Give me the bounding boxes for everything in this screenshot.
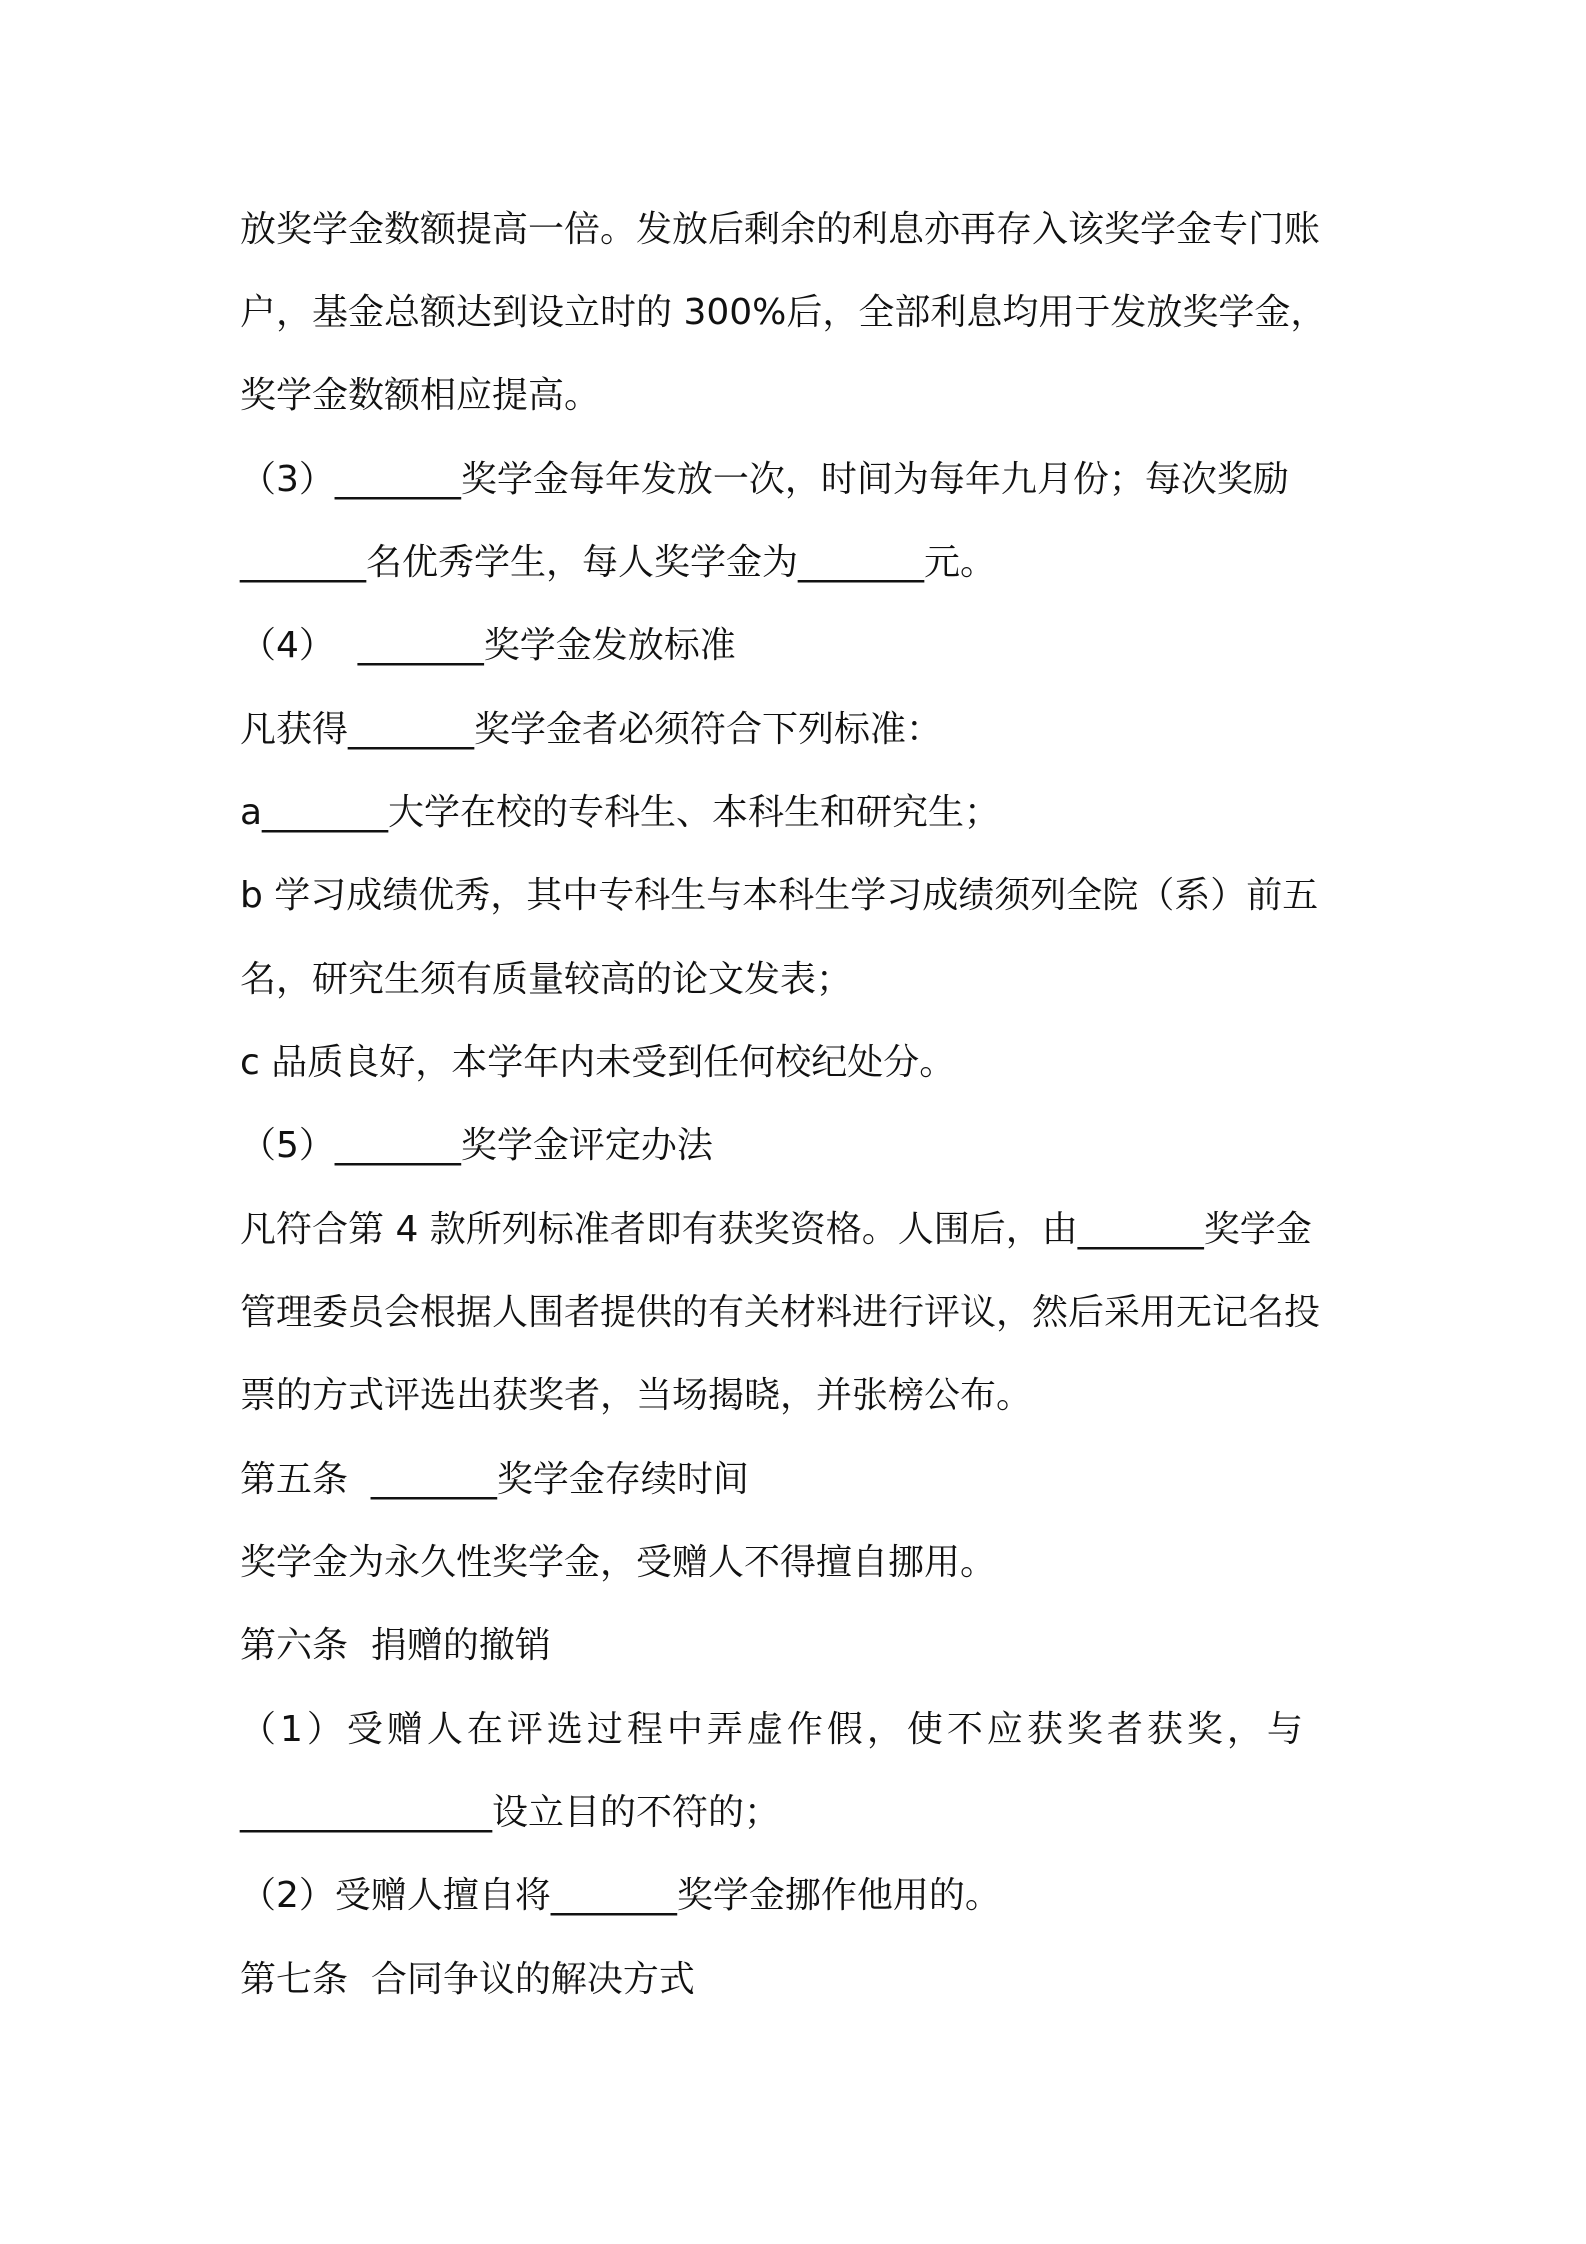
revocation-item-1: （1）受赠人在评选过程中弄虚作假，使不应获奖者获奖，与: [240, 1709, 1307, 1750]
paragraph-line: 奖学金为永久性奖学金，受赠人不得擅自挪用。: [240, 1542, 997, 1583]
criterion-a: a_______大学在校的专科生、本科生和研究生；: [240, 792, 1001, 833]
revocation-item-2: （2）受赠人擅自将_______奖学金挪作他用的。: [240, 1875, 1001, 1916]
paragraph-line: 凡符合第 4 款所列标准者即有获奖资格。人围后，由_______奖学金: [240, 1209, 1312, 1250]
paragraph-line: ______________设立目的不符的；: [240, 1792, 781, 1833]
paragraph-line: 票的方式评选出获奖者，当场揭晓，并张榜公布。: [240, 1375, 1033, 1416]
paragraph-line: 户，基金总额达到设立时的 300%后，全部利息均用于发放奖学金，: [240, 292, 1327, 333]
paragraph-line: _______名优秀学生，每人奖学金为_______元。: [240, 542, 997, 583]
clause-5-heading: （5）_______奖学金评定办法: [240, 1125, 713, 1166]
criterion-b: b 学习成绩优秀，其中专科生与本科生学习成绩须列全院（系）前五: [240, 875, 1319, 916]
article-7-heading: 第七条 合同争议的解决方式: [240, 1959, 695, 2000]
criterion-c: c 品质良好，本学年内未受到任何校纪处分。: [240, 1042, 956, 1083]
paragraph-line: 凡获得_______奖学金者必须符合下列标准：: [240, 709, 943, 750]
clause-4-heading: （4） _______奖学金发放标准: [240, 625, 736, 666]
paragraph-line: 名，研究生须有质量较高的论文发表；: [240, 959, 853, 1000]
clause-3-line: （3）_______奖学金每年发放一次，时间为每年九月份；每次奖励: [240, 459, 1289, 500]
paragraph-line: 放奖学金数额提高一倍。发放后剩余的利息亦再存入该奖学金专门账: [240, 209, 1321, 250]
paragraph-line: 奖学金数额相应提高。: [240, 375, 601, 416]
paragraph-line: 管理委员会根据人围者提供的有关材料进行评议，然后采用无记名投: [240, 1292, 1321, 1333]
article-5-heading: 第五条 _______奖学金存续时间: [240, 1459, 749, 1500]
article-6-heading: 第六条 捐赠的撤销: [240, 1625, 551, 1666]
